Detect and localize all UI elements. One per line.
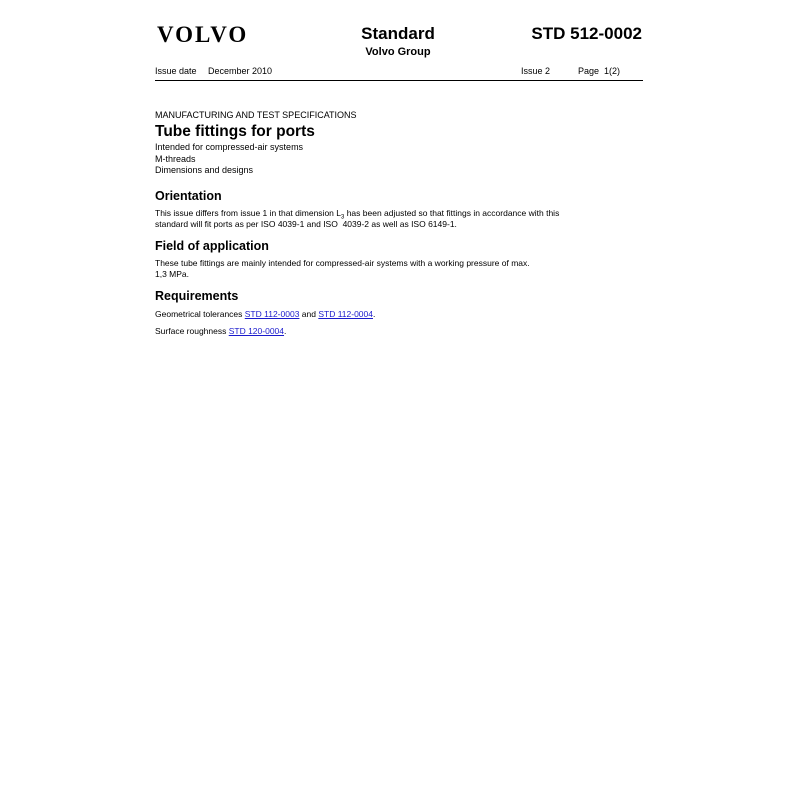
doc-subtitle-3: Dimensions and designs	[155, 165, 254, 175]
field-of-application-heading: Field of application	[155, 238, 269, 253]
std-112-0004-link[interactable]: STD 112-0004	[318, 308, 373, 319]
surface-roughness-line	[155, 326, 643, 337]
orientation-text-after: has been adjusted so that fittings in accordance with this	[344, 207, 560, 218]
page-number: Page 1(2)	[578, 66, 621, 76]
orientation-text-1	[155, 208, 643, 219]
rough-prefix: Surface roughness	[155, 325, 229, 336]
doc-subtitle-2: M-threads	[155, 153, 196, 164]
orientation-text-2: standard will fit ports as per ISO 4039-1 and ISO 4039-2 as well as ISO 6149-1.	[155, 218, 457, 229]
std-120-0004-link[interactable]: STD 120-0004	[228, 325, 285, 336]
doc-category: MANUFACTURING AND TEST SPECIFICATIONS	[155, 110, 357, 120]
issue-date-label: Issue date	[155, 66, 197, 76]
doc-number: STD 512-0002	[531, 24, 642, 43]
doc-type-title: Standard	[361, 24, 435, 43]
issue-number: Issue 2	[521, 66, 551, 76]
std-112-0003-link[interactable]: STD 112-0003	[244, 308, 300, 319]
volvo-logo: VOLVO	[157, 22, 249, 47]
issue-date-value: December 2010	[208, 66, 273, 76]
document-body	[155, 110, 643, 337]
rough-suffix: .	[284, 325, 287, 336]
geom-and: and	[299, 308, 319, 319]
orientation-text-before: This issue differs from issue 1 in that dimension L	[155, 207, 341, 218]
doc-title: Tube fittings for ports	[155, 123, 315, 140]
geom-prefix: Geometrical tolerances	[155, 308, 245, 319]
field-of-application-text-2: 1,3 MPa.	[155, 268, 190, 279]
geometrical-tolerances-line	[155, 309, 643, 320]
dimension-subscript: 3	[340, 214, 345, 221]
orientation-heading: Orientation	[155, 188, 222, 203]
header-divider	[155, 80, 643, 81]
doc-subtitle-1: Intended for compressed-air systems	[155, 142, 304, 152]
organization-name: Volvo Group	[365, 46, 431, 58]
field-of-application-text-1: These tube fittings are mainly intended for compressed-air systems with a working pressure of max.	[155, 257, 530, 268]
geom-suffix: .	[372, 308, 376, 319]
requirements-heading: Requirements	[155, 288, 239, 303]
